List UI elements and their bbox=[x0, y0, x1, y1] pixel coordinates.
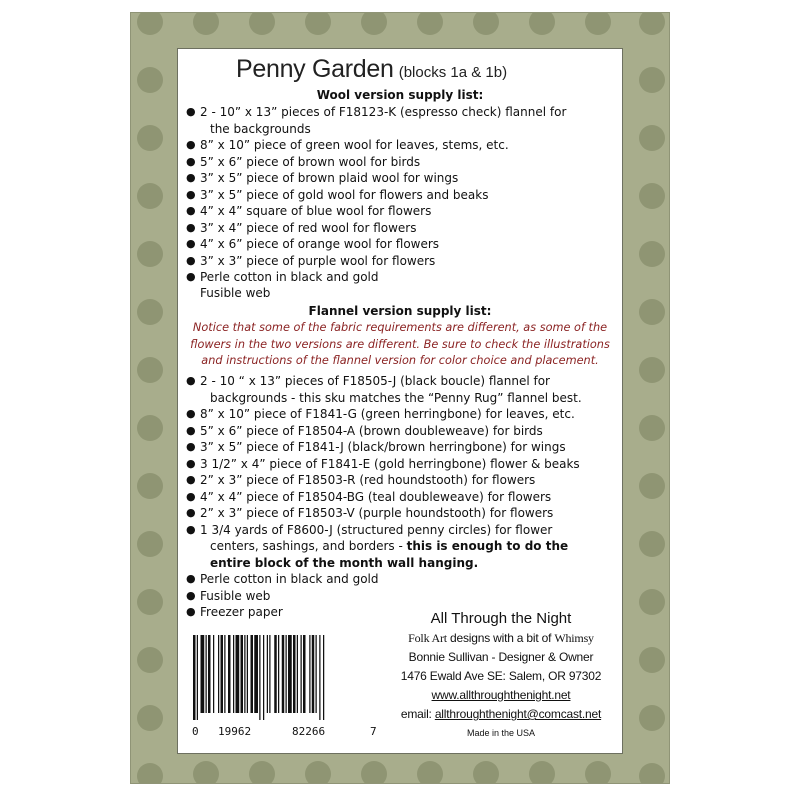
bullet-icon: ● bbox=[186, 270, 196, 283]
brand-address: 1476 Ewald Ave SE: Salem, OR 97302 bbox=[400, 669, 602, 683]
barcode-bar bbox=[316, 635, 317, 713]
notice-text: Notice that some of the fabric requirements are different, as some of the flowers in the two versions are different. Be sure to check the illustrations and instructions of the flannel version for color choice and placement. bbox=[190, 321, 610, 367]
bullet-icon: ● bbox=[186, 138, 196, 151]
bullet-icon: ● bbox=[186, 220, 196, 234]
list-item: ● 3” x 5” piece of gold wool for flowers and beaks bbox=[186, 187, 489, 202]
barcode-bar bbox=[323, 635, 324, 720]
list-item: ● 3 1/2” x 4” piece of F1841-E (gold herringbone) flower & beaks bbox=[186, 456, 580, 471]
wool-list bbox=[186, 104, 566, 286]
polka-dot bbox=[639, 357, 665, 383]
bullet-icon: ● bbox=[186, 154, 196, 168]
barcode-bar bbox=[206, 635, 207, 713]
bullet-icon: ● bbox=[186, 407, 196, 420]
barcode-bar bbox=[247, 635, 248, 713]
list-item: ● 3” x 5” piece of F1841-J (black/brown herringbone) for wings bbox=[186, 440, 566, 454]
polka-dot bbox=[529, 12, 555, 35]
barcode-bar bbox=[286, 635, 287, 713]
polka-dot bbox=[639, 763, 665, 784]
bullet-icon: ● bbox=[186, 572, 196, 585]
polka-dot bbox=[639, 647, 665, 673]
polka-dot bbox=[473, 761, 499, 784]
website-link[interactable]: www.allthroughthenight.net bbox=[431, 688, 571, 702]
bullet-icon: ● bbox=[186, 423, 196, 437]
bullet-icon: ● bbox=[186, 489, 196, 503]
barcode-bar bbox=[309, 635, 310, 713]
polka-dot bbox=[137, 473, 163, 499]
flannel-list bbox=[186, 373, 582, 621]
barcode-bar bbox=[278, 635, 279, 713]
polka-dot bbox=[639, 12, 665, 35]
flannel-heading: Flannel version supply list: bbox=[308, 304, 492, 318]
bullet-icon: ● bbox=[186, 522, 196, 536]
brand-designer: Bonnie Sullivan - Designer & Owner bbox=[408, 650, 594, 664]
barcode bbox=[189, 635, 381, 720]
polka-dot bbox=[137, 705, 163, 731]
list-item: ● 4” x 6” piece of orange wool for flowers bbox=[186, 237, 440, 251]
barcode-bar bbox=[267, 635, 268, 713]
polka-dot bbox=[639, 589, 665, 615]
polka-dot bbox=[417, 12, 443, 35]
polka-dot bbox=[639, 531, 665, 557]
title-sub: (blocks 1a & 1b) bbox=[398, 64, 508, 81]
list-item: ● 4” x 4” square of blue wool for flowers bbox=[186, 204, 432, 218]
polka-dot bbox=[137, 357, 163, 383]
polka-dot bbox=[137, 183, 163, 209]
bullet-icon: ● bbox=[186, 253, 196, 267]
email-line[interactable]: email: allthroughthenight@comcast.net bbox=[400, 707, 602, 721]
polka-dot bbox=[639, 125, 665, 151]
bullet-icon: ● bbox=[186, 473, 196, 486]
list-item: ● Fusible web bbox=[186, 588, 271, 603]
polka-dot bbox=[305, 761, 331, 784]
barcode-bar bbox=[303, 635, 306, 713]
polka-dot bbox=[193, 761, 219, 784]
barcode-bar bbox=[254, 635, 258, 713]
polka-dot bbox=[361, 12, 387, 35]
title-main: Penny Garden bbox=[236, 55, 394, 83]
bullet-icon: ● bbox=[186, 588, 196, 602]
barcode-bar bbox=[319, 635, 320, 720]
wool-extra: Fusible web bbox=[200, 286, 271, 300]
list-item: ● 2” x 3” piece of F18503-R (red houndstooth) for flowers bbox=[186, 473, 536, 487]
polka-dot bbox=[639, 299, 665, 325]
polka-dot bbox=[639, 473, 665, 499]
bullet-icon: ● bbox=[186, 105, 196, 118]
barcode-bar bbox=[312, 635, 315, 713]
polka-dot bbox=[417, 761, 443, 784]
list-item: ● 8” x 10” piece of green wool for leaves, stems, etc. bbox=[186, 138, 509, 152]
barcode-bar bbox=[288, 635, 292, 713]
barcode-bar bbox=[263, 635, 264, 720]
list-item: ● 3” x 4” piece of red wool for flowers bbox=[186, 220, 417, 235]
polka-dot bbox=[639, 67, 665, 93]
barcode-bar bbox=[269, 635, 270, 713]
barcode-group-left: 19962 bbox=[218, 725, 252, 738]
barcode-bar bbox=[301, 635, 302, 713]
bullet-icon: ● bbox=[186, 171, 196, 184]
polka-dot bbox=[137, 415, 163, 441]
polka-dot bbox=[137, 531, 163, 557]
barcode-bar bbox=[297, 635, 298, 713]
polka-dot bbox=[137, 299, 163, 325]
polka-dot bbox=[305, 12, 331, 35]
brand-name: All Through the Night bbox=[430, 610, 572, 627]
list-item: ● 2 - 10 “ x 13” pieces of F18505-J (black boucle) flannel for backgrounds - this sku matches the “Penny Rug” flannel best. bbox=[186, 374, 582, 405]
barcode-bar bbox=[236, 635, 240, 713]
list-item: ● Perle cotton in black and gold bbox=[186, 572, 379, 586]
bullet-icon: ● bbox=[186, 204, 196, 217]
polka-dot bbox=[639, 183, 665, 209]
page-title bbox=[236, 55, 596, 84]
barcode-bar bbox=[228, 635, 231, 713]
bullet-icon: ● bbox=[186, 605, 196, 618]
polka-dot bbox=[137, 12, 163, 35]
polka-dot bbox=[137, 647, 163, 673]
barcode-digit-first: 0 bbox=[192, 725, 199, 738]
polka-dot bbox=[137, 589, 163, 615]
list-item: ● Perle cotton in black and gold bbox=[186, 270, 379, 284]
polka-dot bbox=[639, 705, 665, 731]
brand-tagline: Folk Art designs with a bit of Whimsy bbox=[408, 631, 594, 645]
barcode-bar bbox=[233, 635, 234, 713]
barcode-bar bbox=[244, 635, 245, 713]
list-item: ● 5” x 6” piece of brown wool for birds bbox=[186, 154, 421, 169]
bullet-icon: ● bbox=[186, 374, 196, 387]
polka-dot bbox=[137, 125, 163, 151]
polka-dot bbox=[137, 241, 163, 267]
list-item: ● 2” x 3” piece of F18503-V (purple houndstooth) for flowers bbox=[186, 506, 554, 520]
barcode-bar bbox=[197, 635, 198, 720]
polka-dot bbox=[473, 12, 499, 35]
bullet-icon: ● bbox=[186, 440, 196, 453]
polka-dot bbox=[137, 763, 163, 784]
polka-dot bbox=[249, 761, 275, 784]
polka-dot bbox=[585, 12, 611, 35]
list-item: ● 8” x 10” piece of F1841-G (green herringbone) for leaves, etc. bbox=[186, 407, 575, 421]
barcode-bar bbox=[251, 635, 254, 713]
list-item: ● 4” x 4” piece of F18504-BG (teal doubleweave) for flowers bbox=[186, 489, 552, 504]
barcode-bar bbox=[241, 635, 244, 713]
barcode-digit-last: 7 bbox=[370, 725, 377, 738]
barcode-bar bbox=[282, 635, 285, 713]
bullet-icon: ● bbox=[186, 187, 196, 201]
barcode-bar bbox=[213, 635, 214, 713]
list-item: ● 5” x 6” piece of F18504-A (brown doubleweave) for birds bbox=[186, 423, 543, 438]
polka-dot bbox=[249, 12, 275, 35]
polka-dot bbox=[137, 67, 163, 93]
barcode-bar bbox=[293, 635, 296, 713]
barcode-bar bbox=[224, 635, 225, 713]
polka-dot bbox=[585, 761, 611, 784]
barcode-bar bbox=[208, 635, 211, 713]
barcode-group-right: 82266 bbox=[292, 725, 326, 738]
list-item: ● 1 3/4 yards of F8600-J (structured penny circles) for flower centers, sashings, and borders - this is enough to do the entire block of the month wall hanging. bbox=[186, 522, 569, 570]
brand-block bbox=[386, 610, 616, 738]
polka-dot bbox=[361, 761, 387, 784]
polka-dot bbox=[529, 761, 555, 784]
wool-heading: Wool version supply list: bbox=[316, 88, 484, 102]
bullet-icon: ● bbox=[186, 237, 196, 250]
polka-dot bbox=[639, 415, 665, 441]
bullet-icon: ● bbox=[186, 456, 196, 470]
list-item: ● Freezer paper bbox=[186, 605, 283, 619]
barcode-bar bbox=[221, 635, 224, 713]
made-in-usa: Made in the USA bbox=[466, 728, 536, 738]
list-item: ● 3” x 3” piece of purple wool for flowers bbox=[186, 253, 436, 268]
barcode-bar bbox=[274, 635, 277, 713]
polka-dot bbox=[639, 241, 665, 267]
bullet-icon: ● bbox=[186, 506, 196, 519]
list-item: ● 3” x 5” piece of brown plaid wool for wings bbox=[186, 171, 459, 185]
list-item: ● 2 - 10” x 13” pieces of F18123-K (espresso check) flannel for the backgrounds bbox=[186, 105, 567, 136]
barcode-bar bbox=[259, 635, 260, 720]
barcode-bar bbox=[218, 635, 219, 713]
barcode-bar bbox=[201, 635, 205, 713]
barcode-bar bbox=[193, 635, 196, 720]
polka-dot bbox=[193, 12, 219, 35]
